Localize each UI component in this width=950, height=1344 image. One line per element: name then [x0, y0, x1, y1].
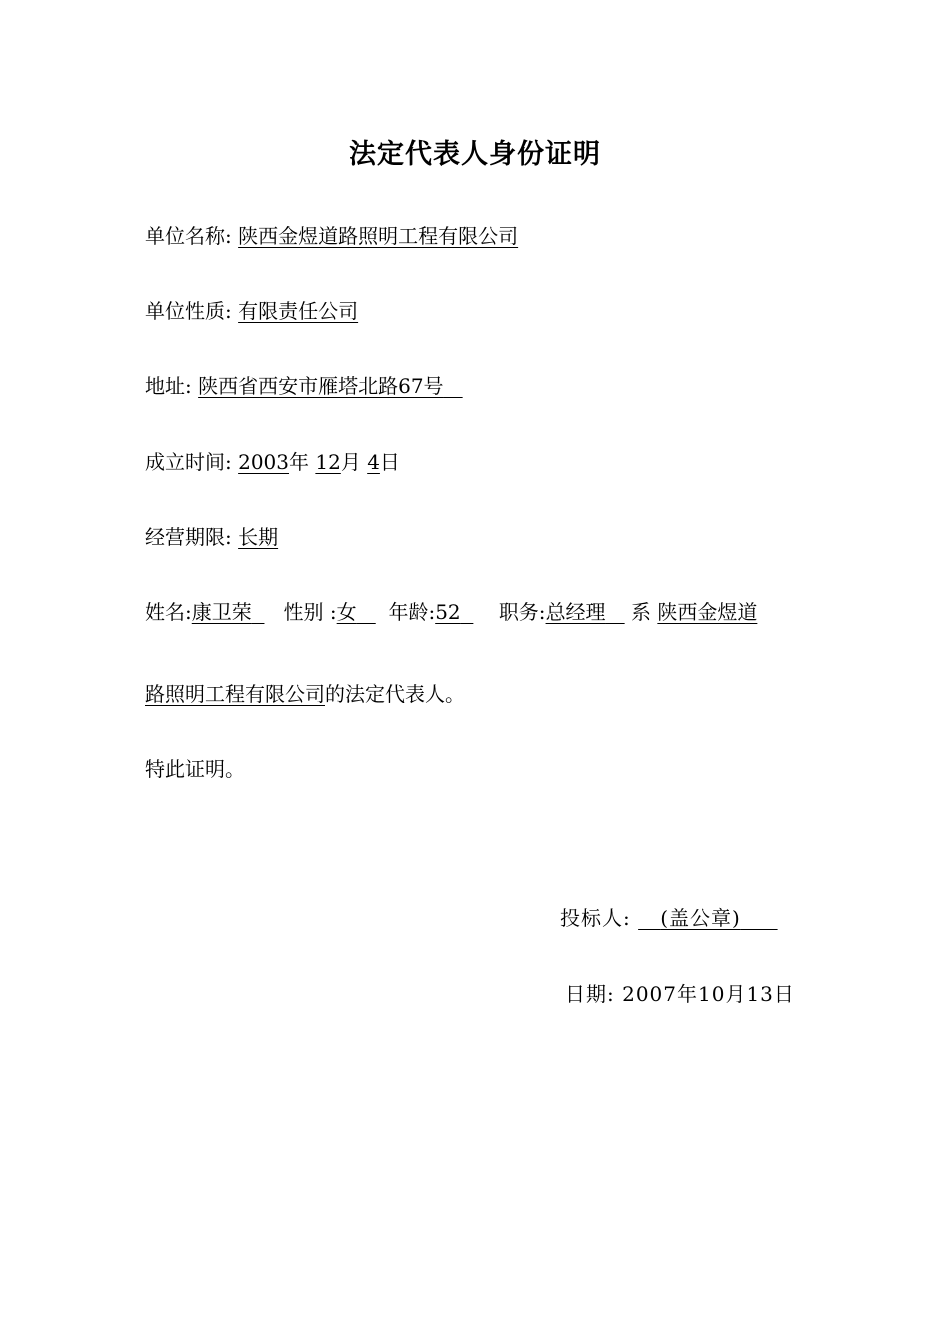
address-line: [145, 372, 463, 400]
unit-name-value: 陕西金煜道路照明工程有限公司: [238, 224, 519, 248]
term-value: 长期: [238, 525, 279, 549]
person-line-continued: [145, 680, 465, 708]
age-value: 52: [435, 600, 461, 624]
position-value: 总经理: [545, 600, 606, 624]
founded-year: 2003: [238, 450, 290, 474]
gender-label: 性别 :: [283, 600, 337, 624]
date-label: 日期:: [565, 982, 615, 1006]
founded-month-unit: 月: [340, 450, 361, 474]
founded-day-unit: 日: [379, 450, 400, 474]
founded-line: [145, 448, 400, 476]
representative-suffix: 的法定代表人。: [325, 682, 465, 706]
unit-nature-label: 单位性质:: [145, 299, 232, 323]
position-label: 职务:: [498, 600, 546, 624]
document-title: 法定代表人身份证明: [349, 139, 601, 170]
closing-statement: 特此证明。: [145, 757, 245, 781]
term-line: [145, 523, 278, 551]
founded-month: 12: [315, 450, 341, 474]
bidder-line: [560, 904, 778, 932]
address-label: 地址:: [145, 374, 192, 398]
seal-field: (盖公章): [660, 906, 741, 930]
founded-year-unit: 年: [289, 450, 310, 474]
unit-nature-value: 有限责任公司: [238, 299, 359, 323]
unit-name-line: [145, 222, 518, 250]
term-label: 经营期限:: [145, 525, 232, 549]
name-label: 姓名:: [145, 600, 192, 624]
gender-value: 女: [336, 600, 357, 624]
date-line: [565, 980, 795, 1008]
company-value-part2: 路照明工程有限公司: [145, 682, 325, 706]
person-line: [145, 598, 757, 626]
unit-name-label: 单位名称:: [145, 224, 232, 248]
company-value-part1: 陕西金煜道: [657, 600, 758, 624]
age-label: 年龄:: [388, 600, 436, 624]
address-value: 陕西省西安市雁塔北路67号: [198, 374, 444, 398]
of-label: 系: [631, 600, 651, 624]
date-value: 2007年10月13日: [622, 982, 795, 1006]
name-value: 康卫荣: [191, 600, 252, 624]
unit-nature-line: [145, 297, 358, 325]
founded-label: 成立时间:: [145, 450, 232, 474]
bidder-label: 投标人:: [560, 906, 631, 930]
founded-day: 4: [367, 450, 380, 474]
